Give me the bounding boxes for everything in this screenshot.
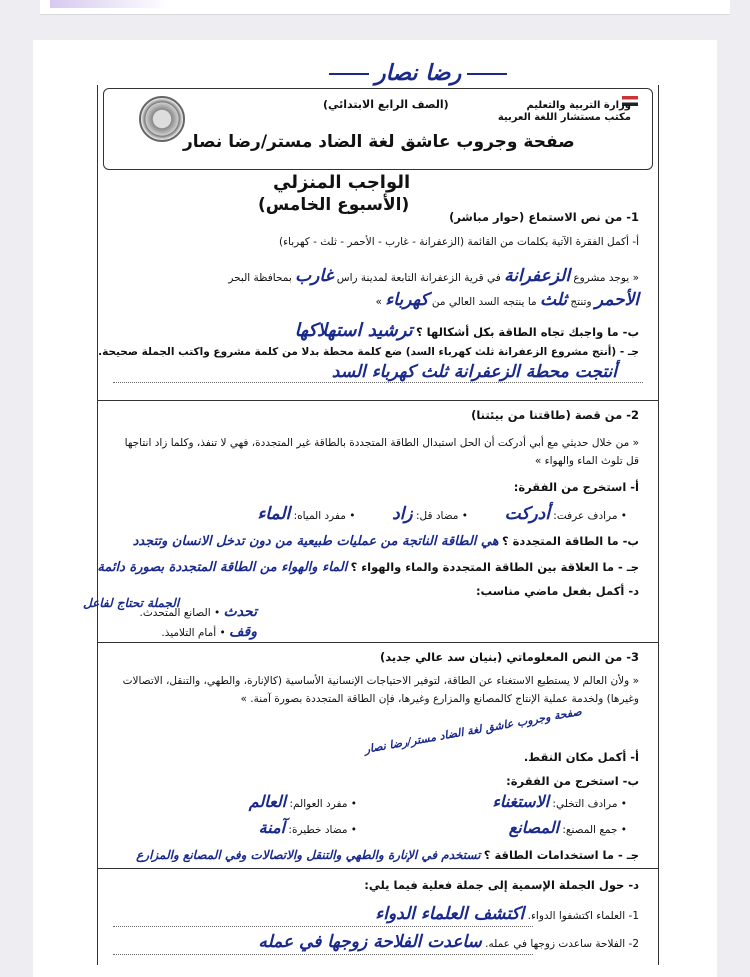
item-answer: الاستغناء — [492, 792, 550, 811]
section3-subheading: (بنيان سد عالي جديد) — [379, 650, 503, 664]
section4-item-2 — [258, 932, 639, 952]
answer-rule — [113, 954, 533, 955]
section1-qb — [295, 320, 639, 341]
question-c: جـ - ما استخدامات الطاقة ؟ — [483, 848, 639, 862]
question-b: ب- ما الطاقة المتجددة ؟ — [501, 534, 639, 548]
section1-instruction: أ- أكمل الفقرة الآتية بكلمات من القائمة (الزعفرانة - غارب - الأحمر - ثلث - كهرباء) — [279, 236, 639, 248]
ministry-block — [498, 100, 631, 124]
answer-b: ترشيد استهلاكها — [294, 320, 413, 341]
item-answer: الماء — [257, 504, 291, 524]
d-label: • أمام التلاميذ. — [161, 627, 226, 639]
answer-c: تستخدم في الإنارة والطهي والتنقل والاتصالات وفي المصانع والمزارع — [136, 848, 481, 862]
section2-qb-row — [133, 534, 639, 549]
item-label: 1- العلماء اكتشفوا الدواء. — [527, 910, 639, 922]
section-divider — [97, 642, 659, 643]
item-label: • مفرد العوالم: — [289, 798, 357, 810]
section2-d-item2 — [161, 624, 257, 640]
question-c: جـ - ما العلاقة بين الطاقة المتجددة والماء والهواء ؟ — [350, 560, 639, 574]
section3-item-2 — [249, 792, 357, 811]
section2-subheading: (طاقتنا من بيئتنا) — [471, 408, 571, 422]
section1-qc: جـ - (أنتج مشروع الزعفرانة ثلث كهرباء السد) ضع كلمة محطة بدلا من كلمة مشروع واكتب الجملة صحيحة. — [98, 346, 639, 358]
grade-label: (الصف الرابع الابتدائي) — [323, 98, 449, 111]
para-part: في قرية الزعفرانة التابعة لمدينة راس — [336, 272, 501, 284]
emblem-seal-icon — [139, 96, 185, 142]
section2-heading-text: 2- من قصة — [574, 408, 639, 422]
signature-dash — [329, 73, 369, 75]
item-answer: ساعدت الفلاحة زوجها في عمله — [258, 932, 482, 952]
answer-ahmar: الأحمر — [594, 290, 639, 310]
section2-heading — [471, 408, 639, 422]
section1-heading — [449, 210, 639, 224]
homework-week: (الأسبوع الخامس) — [258, 195, 410, 215]
answer-zaafarana: الزعفرانة — [504, 266, 571, 286]
item-label: • مفرد المياه: — [293, 510, 356, 522]
item-answer: المصانع — [508, 818, 560, 837]
item-label: 2- الفلاحة ساعدت زوجها في عمله. — [485, 938, 639, 950]
teacher-side-note: الجملة تحتاج لفاعل — [83, 596, 180, 610]
item-label: • مضاد خطيرة: — [288, 824, 357, 836]
section3-item-4 — [259, 818, 357, 837]
top-signature — [323, 60, 513, 86]
question-b: ب- ما واجبك تجاه الطاقة بكل أشكالها ؟ — [416, 325, 639, 339]
signature-text: رضا نصار — [375, 60, 462, 86]
ministry-line-1: وزارة التربية والتعليم — [526, 100, 631, 111]
section1-answer-c: أنتجت محطة الزعفرانة ثلث كهرباء السد — [331, 362, 617, 382]
item-label: • جمع المصنع: — [562, 824, 627, 836]
ministry-line-2: مكتب مستشار اللغة العربية — [497, 112, 631, 123]
item-answer: زاد — [392, 504, 413, 524]
item-label: • مرادف التخلي: — [552, 798, 627, 810]
answer-rule — [113, 382, 643, 383]
section1-subheading: (حوار مباشر) — [449, 210, 525, 224]
section3-qa: أ- أكمل مكان النقط. — [523, 750, 639, 764]
para-part: ما ينتجه السد العالي من — [431, 296, 537, 308]
item-label: • مرادف عرفت: — [553, 510, 627, 522]
answer-thulth: ثلث — [540, 290, 568, 310]
d-answer: تحدث — [223, 604, 257, 620]
answer-c: الماء والهواء من الطاقة المتجددة بصورة دائمة — [97, 560, 348, 575]
answer-gharib: غارب — [295, 266, 334, 286]
section1-heading-text: 1- من نص الاستماع — [528, 210, 639, 224]
para-part: « يوجد مشروع — [573, 272, 639, 284]
para-part: بمحافظة البحر — [228, 272, 292, 284]
worksheet-page — [33, 40, 717, 977]
section2-paragraph: « من خلال حديثي مع أبي أدركت أن الحل استبدال الطاقة المتجددة بالطاقة غير المتجددة، فهي لا تنفذ، وكلما زاد انتاجها قل تلوث الماء والهواء » — [124, 437, 639, 467]
item-answer: اكتشف العلماء الدواء — [375, 904, 525, 924]
answer-b: هي الطاقة الناتجة من عمليات طبيعية من دون تدخل الانسان وتتجدد — [132, 534, 499, 549]
section3-item-1 — [492, 792, 627, 811]
section2-qa: أ- استخرج من الفقرة: — [513, 480, 639, 494]
section3-qb: ب- استخرج من الفقرة: — [506, 774, 639, 788]
page-title: صفحة وجروب عاشق لغة الضاد مستر/رضا نصار — [183, 132, 575, 152]
section3-heading — [380, 650, 639, 664]
answer-rule — [113, 926, 533, 927]
section4-item-1 — [375, 904, 639, 924]
section4-instruction: د- حول الجملة الإسمية إلى جملة فعلية فيما يلي: — [364, 878, 639, 892]
para-part: وتنتج — [570, 296, 592, 308]
section3-paragraph: « ولأن العالم لا يستطيع الاستغناء عن الطاقة، لتوفير الاحتياجات الإنسانية الأساسية (كالإنارة، والطهي، والتنقل، الاتصالات وغيرها) ولخدمة عملية الإنتاج كالمصانع والمزارع وغيرها، فإن الطاقة المتجددة بصورة آمنة. » — [122, 675, 639, 705]
section2-qd: د- أكمل بفعل ماضي مناسب: — [475, 584, 639, 598]
section1-paragraph-line1 — [228, 266, 639, 286]
item-label: • مضاد قل: — [415, 510, 468, 522]
section3-qc-row — [136, 848, 639, 862]
d-answer: وقف — [229, 624, 257, 640]
section3-margin-note: صفحة وجروب عاشق لغة الضاد مستر/رضا نصار — [363, 704, 583, 757]
section-divider — [97, 868, 659, 869]
section1-paragraph-line2 — [376, 290, 639, 310]
previous-page-strip — [40, 0, 730, 15]
strip-tint — [50, 0, 170, 8]
section-divider — [97, 400, 659, 401]
section2-qc-row — [97, 560, 639, 575]
item-answer: أدركت — [504, 504, 550, 524]
homework-title: الواجب المنزلي — [273, 172, 411, 193]
section2-items — [257, 504, 627, 524]
item-answer: العالم — [248, 792, 287, 811]
section3-item-3 — [509, 818, 627, 837]
signature-dash — [467, 73, 507, 75]
item-answer: آمنة — [258, 818, 286, 837]
section3-heading-text: 3- من النص المعلوماتي — [506, 650, 639, 664]
d-label: • الصانع المتحدث. — [139, 607, 221, 619]
answer-kahraba: كهرباء — [385, 290, 429, 310]
para-part: » — [375, 296, 382, 308]
